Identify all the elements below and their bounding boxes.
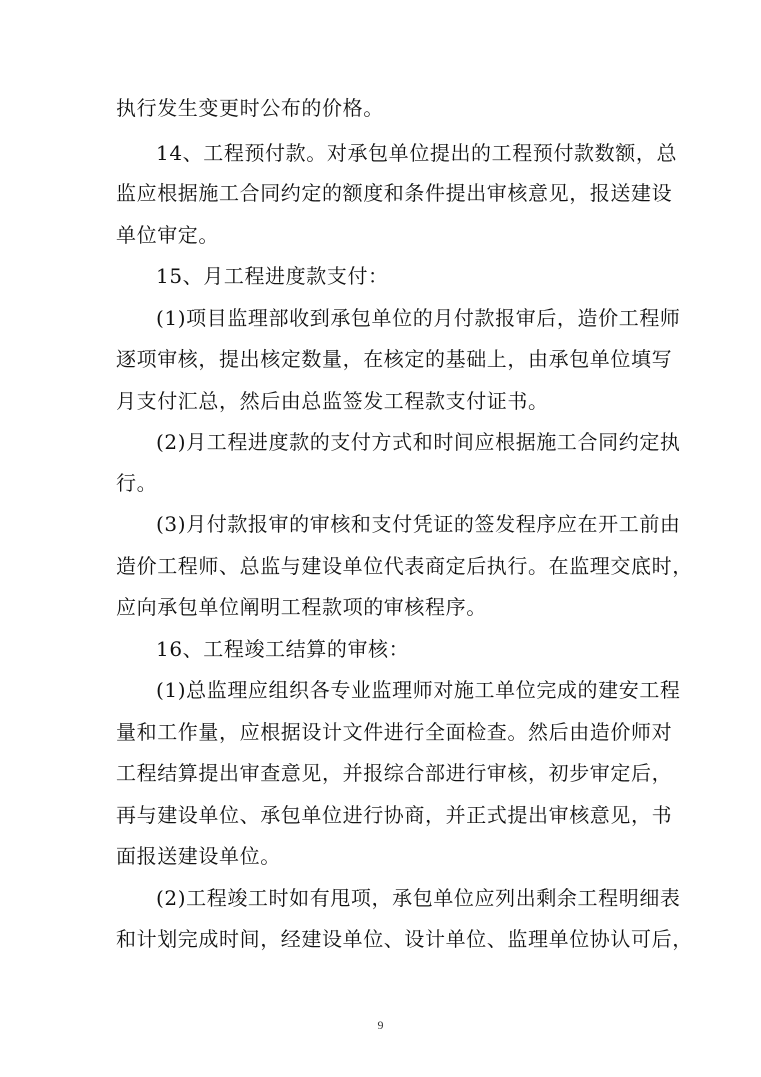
text-line-1: 执行发生变更时公布的价格。 — [116, 96, 384, 120]
text-line-3: 监应根据施工合同约定的额度和条件提出审核意见，报送建设 — [116, 181, 673, 205]
text-line-10: 行。 — [116, 471, 158, 495]
text-line-8: 月支付汇总，然后由总监签发工程款支付证书。 — [116, 389, 549, 413]
text-line-15: (1)总监理应组织各专业监理师对施工单位完成的建安工程 — [156, 678, 681, 702]
text-line-21: 和计划完成时间，经建设单位、设计单位、监理单位协认可后， — [116, 927, 693, 951]
text-line-11: (3)月付款报审的审核和支付凭证的签发程序应在开工前由 — [156, 512, 681, 536]
text-line-20: (2)工程竣工时如有甩项，承包单位应列出剩余工程明细表 — [156, 886, 681, 910]
text-line-6: (1)项目监理部收到承包单位的月付款报审后，造价工程师 — [156, 306, 681, 330]
text-line-4: 单位审定。 — [116, 223, 219, 247]
text-line-2: 14、工程预付款。对承包单位提出的工程预付款数额，总 — [156, 141, 678, 165]
text-line-19: 面报送建设单位。 — [116, 844, 281, 868]
text-line-16: 量和工作量，应根据设计文件进行全面检查。然后由造价师对 — [116, 720, 673, 744]
text-line-7: 逐项审核，提出核定数量，在核定的基础上，由承包单位填写 — [116, 347, 673, 371]
text-line-18: 再与建设单位、承包单位进行协商，并正式提出审核意见，书 — [116, 803, 673, 827]
text-line-13: 应向承包单位阐明工程款项的审核程序。 — [116, 595, 487, 619]
text-line-12: 造价工程师、总监与建设单位代表商定后执行。在监理交底时， — [116, 554, 693, 578]
text-line-17: 工程结算提出审查意见，并报综合部进行审核，初步审定后， — [116, 761, 673, 785]
text-line-9: (2)月工程进度款的支付方式和时间应根据施工合同约定执 — [156, 430, 681, 454]
page-number: 9 — [377, 1018, 384, 1032]
text-line-14: 16、工程竣工结算的审核： — [156, 637, 410, 661]
text-line-5: 15、月工程进度款支付： — [156, 264, 389, 288]
